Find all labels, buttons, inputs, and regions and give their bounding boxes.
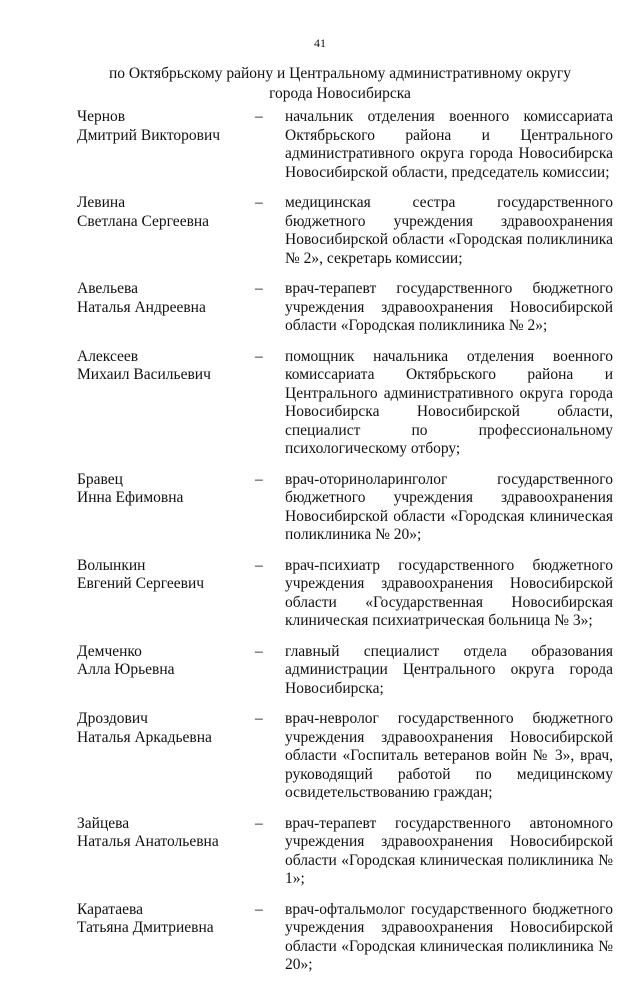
dash-separator: – (255, 814, 263, 832)
member-role: медицинская сестра государственного бюджетного учреждения здравоохранения Новосибирской области «Городская поликлиника № 2», секретарь комиссии; (285, 194, 613, 267)
member-name (77, 815, 255, 889)
page-number: 41 (314, 36, 326, 50)
member-row (77, 348, 613, 459)
member-role: помощник начальника отделения военного комиссариата Октябрьского района и Центрального административного округа города Новосибирска Новосибирской области, специалист по профессиональному психологическому отбору; (285, 347, 613, 457)
member-surname: Дроздович (77, 710, 148, 727)
dash-separator: – (255, 280, 263, 297)
member-given-names: Татьяна Дмитриевна (77, 919, 214, 936)
member-given-names: Алла Юрьевна (77, 661, 175, 678)
member-role: главный специалист отдела образования администрации Центрального округа города Новосибирска; (285, 642, 613, 697)
member-surname: Алексеев (77, 347, 139, 365)
member-given-names: Светлана Сергеевна (77, 212, 210, 230)
member-row (77, 471, 613, 545)
member-row (77, 557, 613, 631)
member-given-names: Наталья Аркадьевна (77, 728, 212, 746)
member-row (77, 901, 613, 975)
member-given-names: Дмитрий Викторович (77, 126, 221, 144)
heading-line-1: по Октябрьскому району и Центральному административному округу (109, 65, 571, 82)
member-role: врач-офтальмолог государственного бюджетного учреждения здравоохранения Новосибирской области «Городская клиническая поликлиника № 20»; (285, 900, 613, 973)
member-role: врач-невролог государственного бюджетного учреждения здравоохранения Новосибирской области «Госпиталь ветеранов войн № 3», врач, руководящий работой по медицинскому освидетельствованию граждан; (285, 710, 613, 801)
member-name (77, 348, 255, 459)
member-given-names: Инна Ефимовна (77, 489, 184, 506)
dash-separator: – (255, 642, 263, 660)
member-role: врач-терапевт государственного бюджетного учреждения здравоохранения Новосибирской области «Городская поликлиника № 2»; (285, 280, 613, 334)
member-surname: Авельева (77, 280, 138, 297)
member-name (77, 643, 255, 699)
member-given-names: Михаил Васильевич (77, 366, 211, 383)
member-role: врач-терапевт государственного автономного учреждения здравоохранения Новосибирской области «Городская клиническая поликлиника № 1»; (285, 814, 613, 887)
member-surname: Чернов (77, 108, 126, 125)
member-name (77, 108, 255, 182)
member-role: врач-психиатр государственного бюджетного учреждения здравоохранения Новосибирской области «Государственная Новосибирская клиническая психиатрическая больница № 3»; (285, 556, 613, 629)
member-row (77, 710, 613, 803)
member-given-names: Евгений Сергеевич (77, 575, 205, 592)
member-role: врач-оториноларинголог государственного бюджетного учреждения здравоохранения Новосибирской области «Городская клиническая поликлиника № 20»; (285, 470, 613, 543)
member-given-names: Наталья Андреевна (77, 298, 206, 316)
document-heading (60, 64, 620, 103)
member-name (77, 557, 255, 631)
member-row (77, 643, 613, 699)
commission-members-list (77, 108, 613, 987)
heading-line-2: города Новосибирска (269, 84, 411, 102)
member-row (77, 280, 613, 336)
member-surname: Бравец (77, 470, 123, 488)
member-name (77, 901, 255, 975)
member-row (77, 108, 613, 182)
member-row (77, 815, 613, 889)
member-name (77, 471, 255, 545)
dash-separator: – (255, 194, 263, 211)
member-row (77, 194, 613, 268)
dash-separator: – (255, 900, 263, 918)
dash-separator: – (255, 347, 263, 365)
member-surname: Демченко (77, 642, 142, 660)
member-name (77, 710, 255, 803)
member-surname: Каратаева (77, 900, 143, 918)
dash-separator: – (255, 710, 263, 727)
member-name (77, 194, 255, 268)
member-role: начальник отделения военного комиссариата Октябрьского района и Центрального административного округа города Новосибирска Новосибирской области, председатель комиссии; (285, 108, 613, 181)
dash-separator: – (255, 556, 263, 574)
member-given-names: Наталья Анатольевна (77, 833, 219, 850)
member-surname: Волынкин (77, 556, 146, 574)
member-surname: Левина (77, 194, 126, 211)
member-name (77, 280, 255, 336)
dash-separator: – (255, 470, 263, 488)
member-surname: Зайцева (77, 814, 130, 832)
dash-separator: – (255, 108, 263, 125)
